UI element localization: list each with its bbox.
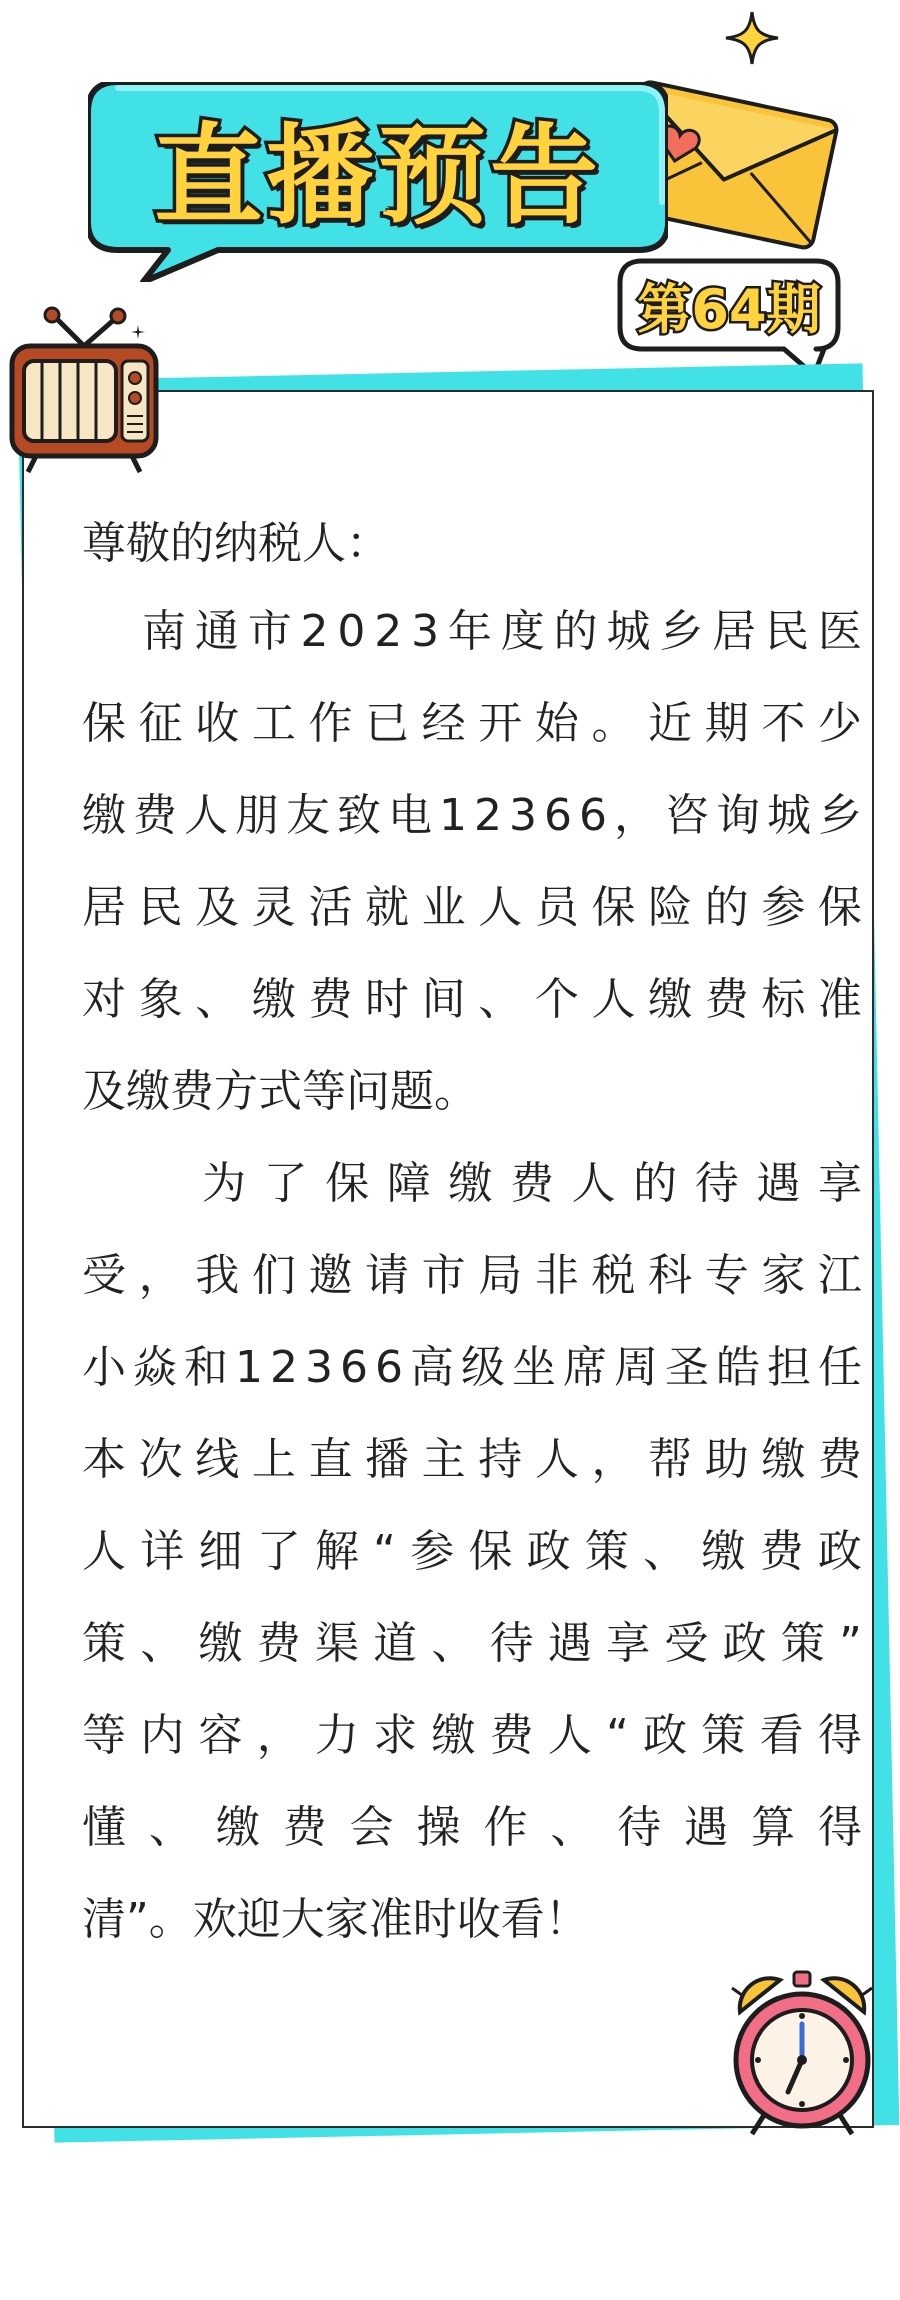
issue-number: 第64期 [637, 277, 821, 341]
alarm-clock-icon [722, 1962, 882, 2142]
issue-badge [614, 255, 844, 355]
body-line: 人 详 细 了 解 “ 参 保 政 策 、 缴 费 政 [82, 1526, 862, 1577]
body-line: 保 征 收 工 作 已 经 开 始 。 近 期 不 少 [82, 698, 862, 749]
body-line: 策 、 缴 费 渠 道 、 待 遇 享 受 政 策 ” [82, 1618, 862, 1669]
greeting-text: 尊敬的纳税人： [82, 518, 390, 569]
letter-card [22, 390, 874, 2128]
body-line: 为 了 保 障 缴 费 人 的 待 遇 享 [202, 1158, 862, 1209]
body-line: 懂 、 缴 费 会 操 作 、 待 遇 算 得 [82, 1802, 862, 1853]
body-line: 南 通 市 2 0 2 3 年 度 的 城 乡 居 民 医 [142, 606, 862, 657]
body-line: 等 内 容 ， 力 求 缴 费 人 “ 政 策 看 得 [82, 1710, 862, 1761]
body-line: 及缴费方式等问题。 [82, 1066, 478, 1117]
body-line: 清”。欢迎大家准时收看！ [82, 1894, 589, 1945]
title-bubble [88, 82, 668, 250]
small-sparkle-icon [130, 324, 146, 340]
body-line: 本 次 线 上 直 播 主 持 人 ， 帮 助 缴 费 [82, 1434, 862, 1485]
body-line: 居 民 及 灵 活 就 业 人 员 保 险 的 参 保 [82, 882, 862, 933]
body-line: 对 象 、 缴 费 时 间 、 个 人 缴 费 标 准 [82, 974, 862, 1025]
body-line: 受 ， 我 们 邀 请 市 局 非 税 科 专 家 江 [82, 1250, 862, 1301]
sparkle-star-icon [722, 8, 782, 68]
body-line: 缴 费 人 朋 友 致 电 1 2 3 6 6 ， 咨 询 城 乡 [82, 790, 862, 841]
body-line: 小 焱 和 1 2 3 6 6 高 级 坐 席 周 圣 皓 担 任 [82, 1342, 862, 1393]
page-title: 直播预告 [153, 113, 602, 239]
